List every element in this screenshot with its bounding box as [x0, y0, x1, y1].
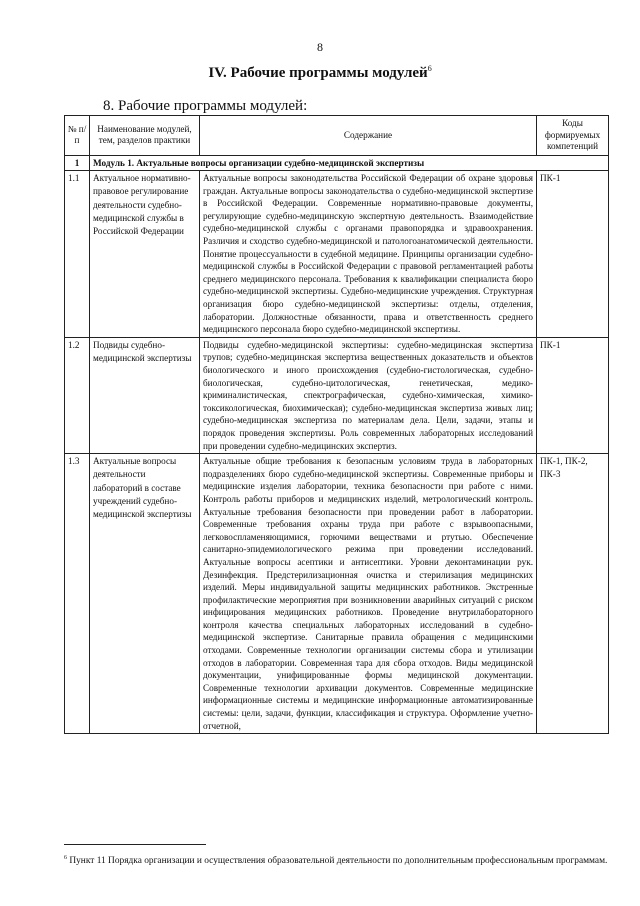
footnote-text: Пункт 11 Порядка организации и осуществления образовательной деятельности по дополнительным профессиональным программам.: [67, 856, 608, 867]
table-header-row: [65, 116, 609, 156]
footnote-reference: 6: [427, 64, 432, 73]
row-codes: ПК-1: [537, 337, 609, 453]
footnote-marker: 6: [64, 855, 67, 861]
modules-table: [64, 115, 609, 734]
row-name: Актуальные вопросы деятельности лабораторий в составе учреждений судебно-медицинской экспертизы: [90, 454, 200, 734]
row-content: Актуальные общие требования к безопасным условиям труда в лабораторных подразделениях бюро судебно-медицинской экспертизы. Современные приборы и медицинские изделия лаборатории, техника безопасности при работе с ними. Контроль работы приборов и медицинских изделий, метрологический контроль. Актуальные требования безопасности при проведении работ в лаборатории. Современные требования охраны труда при работе с взрывоопасными, легковоспламеняющимися, горючими веществами и ртутью. Обеспечение санитарно-эпидемиологического режима при проведении исследований. Актуальные вопросы асептики и антисептики. Уровни деконтаминации рук. Дезинфекция. Предстерилизационная очистка и стерилизация медицинских изделий. Меры индивидуальной защиты медицинских работников. Экстренные профилактические мероприятия при возникновении аварийных ситуаций с риском инфицирования медицинских работников. Проведение внутрилабораторного контроля качества специальных лабораторных исследований в судебно-медицинской экспертизе. Санитарные правила обращения с медицинскими отходами. Современные технологии организации системы сбора и утилизации отходов в лаборатории. Современная тара для сбора отходов. Виды медицинской документации, унифицированные формы медицинской документации. Современные технологии архивации документов. Современные медицинские информационные системы и медицинские информационные автоматизированные системы: цели, задачи, функции, классификация и структура. Оформление учетно-отчетной,: [200, 454, 537, 734]
footnote-divider: [64, 844, 206, 845]
row-content: Актуальные вопросы законодательства Российской Федерации об охране здоровья граждан. Актуальные вопросы законодательства о судебно-медицинской экспертизе в Российской Федерации. Современные нормативно-правовые документы, регулирующие судебно-медицинскую экспертную деятельность. Взаимодействие судебно-медицинской службы с органами правопорядка и здравоохранения. Различия и сходство судебно-медицинской и патологоанатомической деятельности. Понятие процессуальности в судебной медицине. Принципы организации судебно-медицинской службы в Российской Федерации с правовой регламентацией работы среднего медицинского персонала. Требования к квалификации специалиста бюро судебно-медицинской экспертизы. Судебно-медицинские учреждения. Структурная организация бюро судебно-медицинской экспертизы: отделы, отделения, лаборатории. Должностные обязанности, права и ответственность среднего медицинского персонала бюро судебно-медицинской экспертизы.: [200, 171, 537, 338]
section-heading-text: IV. Рабочие программы модулей: [208, 65, 428, 81]
row-number: 1.1: [65, 171, 90, 338]
subheading: 8. Рабочие программы модулей:: [103, 98, 308, 114]
section-heading: [0, 64, 640, 82]
row-codes: ПК-1, ПК-2, ПК-3: [537, 454, 609, 734]
module-title: Модуль 1. Актуальные вопросы организации судебно-медицинской экспертизы: [90, 155, 609, 171]
row-codes: ПК-1: [537, 171, 609, 338]
header-content: Содержание: [200, 116, 537, 156]
table-row: [65, 337, 609, 453]
row-name: Подвиды судебно-медицинской экспертизы: [90, 337, 200, 453]
row-content: Подвиды судебно-медицинской экспертизы: судебно-медицинская экспертиза трупов; судебно-медицинская экспертиза вещественных доказательств и объектов биологического и иного происхождения (судебно-гистологическая, судебно-биологическая, судебно-цитологическая, генетическая, медико-криминалистическая, спектрографическая, судебно-химическая, химико-токсикологическая, биохимическая); судебно-медицинская экспертиза живых лиц; судебно-медицинская экспертиза по материалам дела. Цели, задачи, этапы и порядок проведения экспертизы. Роль современных лабораторных исследований при проведении судебно-медицинских экспертиз.: [200, 337, 537, 453]
row-number: 1.3: [65, 454, 90, 734]
header-codes: Коды формируемых компетенций: [537, 116, 609, 156]
table-row: [65, 171, 609, 338]
row-number: 1.2: [65, 337, 90, 453]
footnote: [64, 852, 608, 868]
page-number: 8: [317, 40, 323, 54]
row-name: Актуальное нормативно-правовое регулирование деятельности судебно-медицинской службы в Российской Федерации: [90, 171, 200, 338]
header-name: Наименование модулей, тем, разделов практики: [90, 116, 200, 156]
table-row: [65, 454, 609, 734]
header-num: № п/п: [65, 116, 90, 156]
module-row: [65, 155, 609, 171]
module-number: 1: [65, 155, 90, 171]
